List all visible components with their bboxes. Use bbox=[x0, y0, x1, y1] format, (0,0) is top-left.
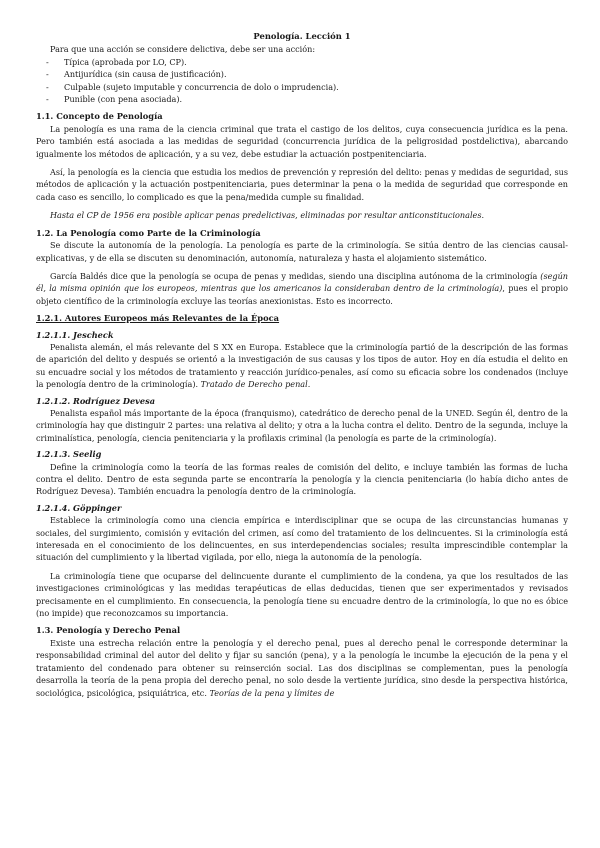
subsection-heading-seelig: 1.2.1.3. Seelig bbox=[36, 449, 102, 460]
paragraph: La criminología tiene que ocuparse del delincuente durante el cumplimiento de la condena, ya que los resultados de las investigaciones criminológicas y las medidas terapéuticas de ellas deducidas, tienen que ser experimentados y revisados precisamente en el cumplimiento. En consecuencia, la penología tiene su encuadre dentro de la criminología, lo que no es óbice (no impide) que reconozcamos su importancia. bbox=[36, 570, 568, 619]
section-heading-1-1: 1.1. Concepto de Penología bbox=[36, 111, 163, 122]
book-reference: Teorías de la pena y límites de bbox=[209, 687, 335, 698]
paragraph: Establece la criminología como una ciencia empírica e interdisciplinar que se ocupa de las circunstancias humanas y sociales, del surgimiento, comisión y evitación del crimen, así como del tratamiento de los delincuentes. Si la criminología está interesada en el conocimiento de los delincuentes, en sus interdependencias sociales; resulta imprescindible contemplar la situación del cumplimiento y la libertad vigilada, por ello, niega la autonomía de la penología. bbox=[36, 515, 568, 563]
paragraph-text: García Baldés dice que la penología se ocupa de penas y medidas, siendo una disciplina autónoma de la criminología bbox=[50, 270, 541, 281]
list-item: - Típica (aprobada por LO, CP). bbox=[46, 56, 568, 68]
italic-note: Hasta el CP de 1956 era posible aplicar penas predelictivas, eliminadas por resultar anticonstitucionales. bbox=[50, 210, 485, 221]
paragraph: Define la criminología como la teoría de las formas reales de comisión del delito, e incluye también las formas de lucha contra el delito. Dentro de esta segunda parte se encontraría la penología y la ciencia penitenciaria (lo había dicho antes de Rodríguez Devesa). También encuadra la penología dentro de la criminología. bbox=[36, 461, 568, 497]
subsection-heading-devesa: 1.2.1.2. Rodríguez Devesa bbox=[36, 395, 156, 406]
paragraph: La penología es una rama de la ciencia criminal que trata el castigo de los delitos, cuya consecuencia jurídica es la pena. Pero también está asociada a las medidas de seguridad (concurrencia jurídica de la peligrosidad postdelictiva), abarcando igualmente los métodos de aplicación, y a su vez, debe estudiar la actuación postpenitenciaria. bbox=[36, 123, 568, 159]
intro-text: Para que una acción se considere delictiva, debe ser una acción: bbox=[50, 44, 316, 55]
paragraph bbox=[36, 341, 568, 391]
paragraph-text: Existe una estrecha relación entre la penología y el derecho penal, pues al derecho penal le corresponde determinar la responsabilidad criminal del autor del delito y fijar su sanción (pena), y a la penología le incumbe la ejecución de la pena y el tratamiento del condenado para obtener su reinserción social. Las dos disciplinas se complementan, pues la penología desarrolla la teoría de la pena propia del derecho penal, no solo desde la vertiente jurídica, sino desde la perspectiva histórica, sociológica, psicológica, psiquiátrica, etc. bbox=[36, 637, 568, 698]
section-heading-1-2: 1.2. La Penología como Parte de la Criminología bbox=[36, 227, 261, 238]
list-item: - Antijurídica (sin causa de justificación). bbox=[46, 68, 568, 80]
document-page bbox=[36, 30, 568, 699]
criteria-list bbox=[36, 56, 568, 106]
paragraph: Así, la penología es la ciencia que estudia los medios de prevención y represión del delito: penas y medidas de seguridad, sus métodos de aplicación y la actuación postpenitenciaria, pues determinar la pena o la medida de seguridad que corresponde en cada caso es sencillo, lo complicado es que la pena/medida cumple su finalidad. bbox=[36, 167, 568, 202]
list-item: - Culpable (sujeto imputable y concurrencia de dolo o imprudencia). bbox=[46, 81, 568, 93]
book-reference: Tratado de Derecho penal. bbox=[200, 379, 311, 390]
paragraph: Se discute la autonomía de la penología. La penología es parte de la criminología. Se sitúa dentro de las ciencias causal-explicativas, y de ella se discuten su denominación, autonomía, naturaleza y hasta el alojamiento sistemático. bbox=[36, 240, 568, 263]
paragraph-text: Penalista alemán, el más relevante del S XX en Europa. Establece que la criminología partió de la descripción de las formas de aparición del delito y después se orientó a la investigación de sus causas y los tipos de autor. Hoy en día estudia el delito en su encuadre social y los métodos de tratamiento y reacción jurídico-penales, así como su eficacia sobre los condenados (incluye la penología dentro de la criminología). bbox=[36, 341, 568, 390]
section-heading-1-2-1: 1.2.1. Autores Europeos más Relevantes de la Época bbox=[36, 313, 280, 324]
section-heading-1-3: 1.3. Penología y Derecho Penal bbox=[36, 625, 181, 636]
list-item: - Punible (con pena asociada). bbox=[46, 93, 568, 105]
italic-aside: (según él, la misma opinión que los europeos, mientras que los americanos la consideraban dentro de la criminología) bbox=[36, 270, 568, 294]
paragraph bbox=[36, 637, 568, 699]
paragraph-text: , pues el propio objeto científico de la criminología excluye las teorías anexionistas. Esto es incorrecto. bbox=[36, 283, 568, 306]
paragraph: Penalista español más importante de la época (franquismo), catedrático de derecho penal de la UNED. Según él, dentro de la criminología hay que distinguir 2 partes: una relativa al delito; y otra a la lucha contra el delito. Dentro de la segunda, incluye la criminalística, penología, ciencia penitenciaria y la profilaxis criminal (la penología es parte de la criminología). bbox=[36, 407, 568, 443]
paragraph-italic bbox=[36, 209, 568, 221]
paragraph bbox=[36, 270, 568, 307]
subsection-heading-jescheck: 1.2.1.1. Jescheck bbox=[36, 329, 114, 340]
page-title: Penología. Lección 1 bbox=[253, 31, 351, 41]
subsection-heading-goppinger: 1.2.1.4. Göppinger bbox=[36, 502, 122, 513]
